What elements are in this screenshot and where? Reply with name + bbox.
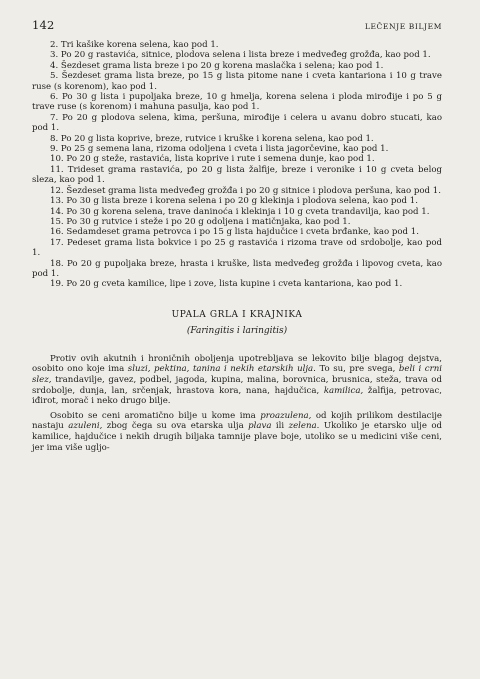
body-paragraph: [32, 411, 442, 453]
recipe-item: 19. Po 20 g cveta kamilice, lipe i zove, lista kupine i cveta kantariona, kao pod 1.: [50, 279, 403, 290]
recipe-item: 18. Po 20 g pupoljaka breze, hrasta i kruške, lista medveđeg grožđa i lipovog cveta, kao pod 1.: [32, 258, 442, 279]
recipe-item: 14. Po 30 g korena selena, trave daninoća i klekinja i 10 g cveta trandavilja, kao pod 1.: [50, 206, 430, 217]
paragraph-text: Protiv ovih akutnih i hroničnih oboljenja upotrebljava se lekovito bilje blagog dejstva, osobito ono koje ima: [32, 353, 442, 375]
paragraph-text: od kojih prilikom destilacije nastaju: [32, 410, 442, 432]
recipe-item: 13. Po 30 g lista breze i korena selena i po 20 g klekinja i plodova selena, kao pod 1.: [50, 196, 418, 207]
recipe-list: [32, 40, 442, 290]
paragraph-text: zbog čega su ova etarska ulja: [102, 421, 249, 432]
recipe-item: 11. Trideset grama rastavića, po 20 g lista žalfije, breze i veronike i 10 g cveta belog sleza, kao pod 1.: [32, 164, 442, 186]
paragraph-text: žalfija, petrovac, iđirot, morač i neko drugo bilje.: [32, 385, 442, 407]
italic-term: azuleni,: [68, 421, 103, 432]
body-paragraph: [32, 354, 442, 407]
recipe-item: 7. Po 20 g plodova selena, kima, peršuna, mirođije i celera u avanu dobro stucati, kao pod 1.: [32, 112, 442, 134]
paragraph-text: To su, pre svega,: [315, 364, 399, 375]
recipe-item: 5. Šezdeset grama lista breze, po 15 g lista pitome nane i cveta kantariona i 10 g trave ruse (s korenom), kao pod 1.: [32, 71, 442, 92]
recipe-item: 17. Pedeset grama lista bokvice i po 25 g rastavića i rizoma trave od srdobolje, kao pod 1.: [32, 237, 442, 259]
paragraph-text: ili: [271, 421, 289, 432]
recipe-item: 6. Po 30 g lista i pupoljaka breze, 10 g hmelja, korena selena i ploda mirođije i po 5 g trave ruse (s korenom) i mahuna pasulja, kao pod 1.: [32, 92, 442, 113]
italic-term: beli i crni slez,: [32, 364, 442, 385]
page-number: 142: [32, 18, 55, 32]
page-header: [32, 18, 442, 32]
recipe-item: 12. Šezdeset grama lista medveđeg grožđa i po 20 g sitnice i plodova peršuna, kao pod 1.: [50, 185, 441, 196]
section-subtitle: (Faringitis i laringitis): [186, 325, 288, 336]
paragraph-text: Ukoliko je etarsko ulje od kamilice, hajdučice i nekih drugih biljaka tamnije plave boje, utoliko se u medicini više ceni, jer ima više ugljo-: [32, 421, 442, 453]
recipe-item: 9. Po 25 g semena lana, rizoma odoljena i cveta i lista jagorčevine, kao pod 1.: [50, 144, 389, 155]
paragraph-text: trandavilje, gavez, podbel, jagoda, kupina, malina, borovnica, brusnica, steža, trava od srdobolje, dunja, lan, srčenjak, hrastova kora, nana, hajdučica,: [32, 374, 442, 396]
italic-term: plava: [248, 421, 272, 432]
recipe-item: 15. Po 30 g rutvice i steže i po 20 g odoljena i matičnjaka, kao pod 1.: [50, 216, 351, 227]
italic-term: kamilica,: [323, 385, 364, 396]
recipe-item: 2. Tri kašike korena selena, kao pod 1.: [50, 40, 219, 50]
recipe-item: 8. Po 20 g lista koprive, breze, rutvice i kruške i korena selena, kao pod 1.: [50, 133, 374, 144]
paragraph-text: Osobito se ceni aromatično bilje u kome ima: [50, 410, 261, 421]
recipe-item: 10. Po 20 g steže, rastavića, lista koprive i rute i semena dunje, kao pod 1.: [50, 154, 375, 165]
italic-term: proazulena,: [260, 410, 312, 421]
recipe-item: 16. Sedamdeset grama petrovca i po 15 g lista hajdučice i cveta brđanke, kao pod 1.: [50, 227, 419, 238]
recipe-item: 4. Šezdeset grama lista breze i po 20 g korena maslačka i selena; kao pod 1.: [50, 60, 384, 71]
recipe-item: 3. Po 20 g rastavića, sitnice, plodova selena i lista breze i medveđeg grožđa, kao pod 1.: [50, 50, 431, 61]
italic-term: sluzi, pektina, tanina i nekih etarskih ulja.: [127, 364, 316, 375]
italic-term: zelena.: [288, 421, 320, 432]
running-head: LEČENJE BILJEM: [364, 22, 442, 31]
section-title: UPALA GRLA I KRAJNIKA: [171, 309, 303, 320]
